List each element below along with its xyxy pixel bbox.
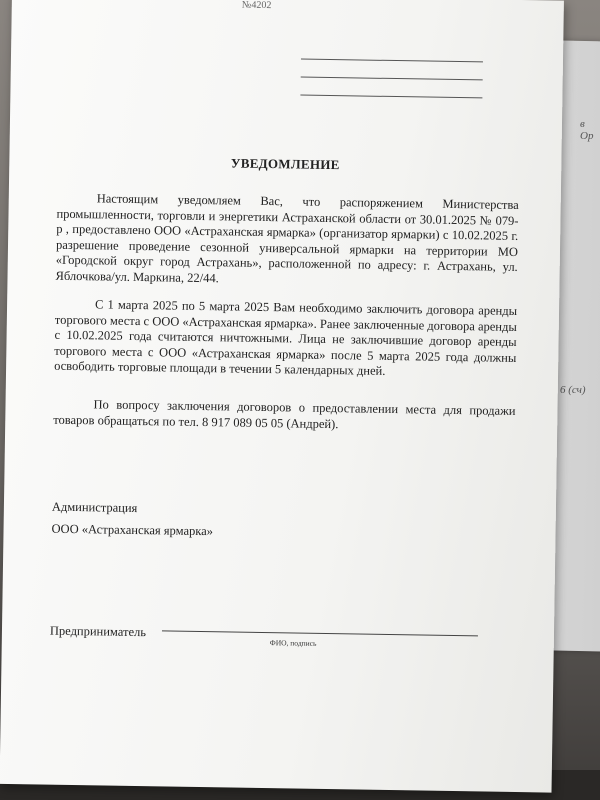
administration-label: Администрация xyxy=(51,499,138,516)
organization-name: ООО «Астраханская ярмарка» xyxy=(51,521,214,539)
fio-caption: ФИО, подпись xyxy=(269,638,317,648)
recipient-line xyxy=(300,95,482,99)
background-sheet-mark: 6 (сч) xyxy=(560,384,586,396)
background-sheet-mark: в Ор xyxy=(580,118,594,142)
entrepreneur-label: Предприниматель xyxy=(49,623,147,640)
document-number: №4202 xyxy=(241,0,272,12)
recipient-line xyxy=(301,59,483,63)
document-title: УВЕДОМЛЕНИЕ xyxy=(230,155,340,173)
notice-paragraph: По вопросу заключения договоров о предоставлении места для продажи товаров обращаться по тел. 8 917 089 05 05 (Андрей). xyxy=(53,397,516,431)
notice-paragraph: С 1 марта 2025 по 5 марта 2025 Вам необходимо заключить договора аренды торгового места с ООО «Астраханская ярмарка». Ранее заключенные договора аренды с 10.02.2025 года считаются ничтожными. Лица не заключившие договор аренды торгового места с ООО «Астраханская ярмарка» после 5 марта 2025 года должны освободить торговые площади в течении 5 календарных дней. xyxy=(54,297,518,379)
signature-line xyxy=(162,630,478,636)
recipient-line xyxy=(301,77,483,81)
notice-paragraph: Настоящим уведомляем Вас, что распоряжением Министерства промышленности, торговли и энергетики Астраханской области от 30.01.2025 № 079-р , предоставлено ООО «Астраханская ярмарка» (организатор ярмарки) с 10.02.2025 г. разрешение проведение сезонной универсальной ярмарки на территории МО «Городской округ город Астрахань», расположенной по адресу: г. Астрахань, ул. Яблочкова/ул. Маркина, 22/44. xyxy=(55,191,519,286)
